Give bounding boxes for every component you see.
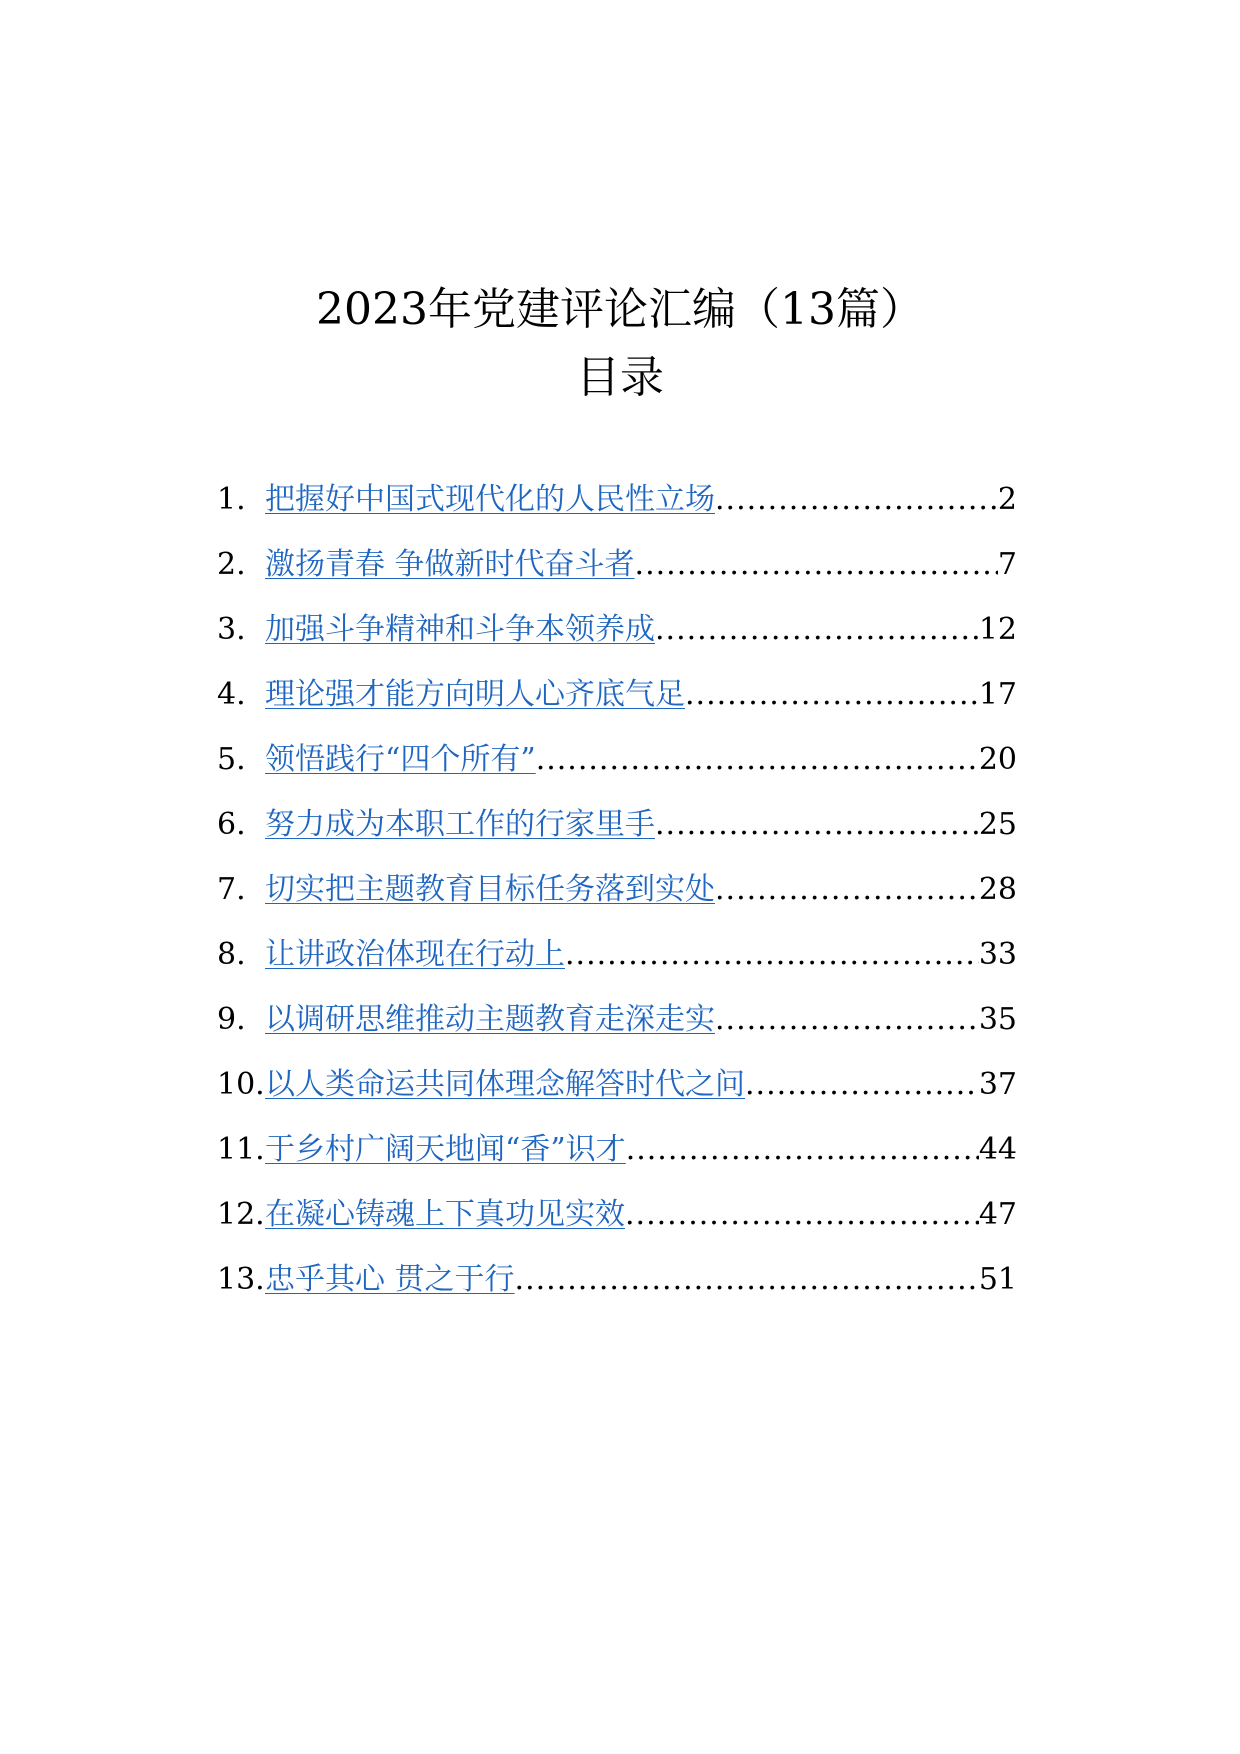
toc-entry-link[interactable]: 把握好中国式现代化的人民性立场	[265, 482, 715, 517]
toc-entry	[217, 740, 1017, 805]
toc-entry	[217, 610, 1017, 675]
toc-entry-page: 7	[997, 547, 1017, 582]
toc-entry-number: 13.	[217, 1262, 265, 1297]
toc-dot-leader	[565, 935, 979, 975]
toc-entry-page: 44	[978, 1132, 1017, 1167]
document-title: 2023年党建评论汇编（13篇）	[316, 284, 924, 335]
toc-dot-leader	[715, 480, 998, 520]
toc-entry	[217, 805, 1017, 870]
toc-dot-leader	[715, 870, 979, 910]
toc-entry-number: 5.	[217, 742, 246, 777]
table-of-contents	[217, 480, 1017, 1325]
toc-dot-leader	[715, 1000, 979, 1040]
toc-dot-leader	[685, 675, 979, 715]
toc-entry-page: 25	[978, 807, 1017, 842]
toc-entry-page: 35	[978, 1002, 1017, 1037]
toc-entry-number: 1.	[217, 482, 246, 517]
toc-entry	[217, 1065, 1017, 1130]
toc-dot-leader	[655, 805, 979, 845]
toc-heading: 目录	[576, 352, 664, 403]
toc-dot-leader	[536, 740, 979, 780]
toc-entry-link[interactable]: 忠乎其心 贯之于行	[265, 1262, 515, 1297]
toc-entry-link[interactable]: 加强斗争精神和斗争本领养成	[265, 612, 655, 647]
toc-entry-number: 11.	[217, 1132, 265, 1167]
toc-entry	[217, 1195, 1017, 1260]
toc-dot-leader	[515, 1260, 979, 1300]
toc-entry-number: 12.	[217, 1197, 265, 1232]
toc-entry	[217, 480, 1017, 545]
toc-entry-page: 47	[978, 1197, 1017, 1232]
toc-entry-page: 37	[978, 1067, 1017, 1102]
toc-entry-link[interactable]: 理论强才能方向明人心齐底气足	[265, 677, 685, 712]
toc-entry-link[interactable]: 激扬青春 争做新时代奋斗者	[265, 547, 635, 582]
toc-entry-number: 3.	[217, 612, 246, 647]
toc-entry	[217, 1000, 1017, 1065]
toc-entry-page: 33	[978, 937, 1017, 972]
toc-entry-page: 2	[997, 482, 1017, 517]
toc-entry-link[interactable]: 在凝心铸魂上下真功见实效	[265, 1197, 625, 1232]
toc-entry-number: 7.	[217, 872, 246, 907]
toc-entry-page: 20	[978, 742, 1017, 777]
toc-entry	[217, 1130, 1017, 1195]
toc-entry-link[interactable]: 于乡村广阔天地闻“香”识才	[265, 1132, 626, 1167]
toc-entry-number: 10.	[217, 1067, 265, 1102]
toc-dot-leader	[655, 610, 979, 650]
toc-entry-page: 12	[978, 612, 1017, 647]
toc-entry-number: 6.	[217, 807, 246, 842]
toc-dot-leader	[625, 1195, 979, 1235]
toc-entry-page: 17	[978, 677, 1017, 712]
toc-entry-link[interactable]: 努力成为本职工作的行家里手	[265, 807, 655, 842]
toc-entry-page: 28	[978, 872, 1017, 907]
toc-dot-leader	[745, 1065, 979, 1105]
toc-entry-number: 9.	[217, 1002, 246, 1037]
toc-entry	[217, 1260, 1017, 1325]
toc-entry	[217, 870, 1017, 935]
toc-dot-leader	[635, 545, 998, 585]
toc-entry-link[interactable]: 领悟践行“四个所有”	[265, 742, 536, 777]
toc-entry	[217, 545, 1017, 610]
toc-dot-leader	[626, 1130, 979, 1170]
toc-entry-link[interactable]: 以调研思维推动主题教育走深走实	[265, 1002, 715, 1037]
toc-entry	[217, 935, 1017, 1000]
toc-entry-page: 51	[978, 1262, 1017, 1297]
toc-entry-link[interactable]: 切实把主题教育目标任务落到实处	[265, 872, 715, 907]
toc-entry-number: 4.	[217, 677, 246, 712]
toc-entry-number: 8.	[217, 937, 246, 972]
toc-entry	[217, 675, 1017, 740]
toc-entry-link[interactable]: 以人类命运共同体理念解答时代之问	[265, 1067, 745, 1102]
toc-entry-number: 2.	[217, 547, 246, 582]
toc-entry-link[interactable]: 让讲政治体现在行动上	[265, 937, 565, 972]
